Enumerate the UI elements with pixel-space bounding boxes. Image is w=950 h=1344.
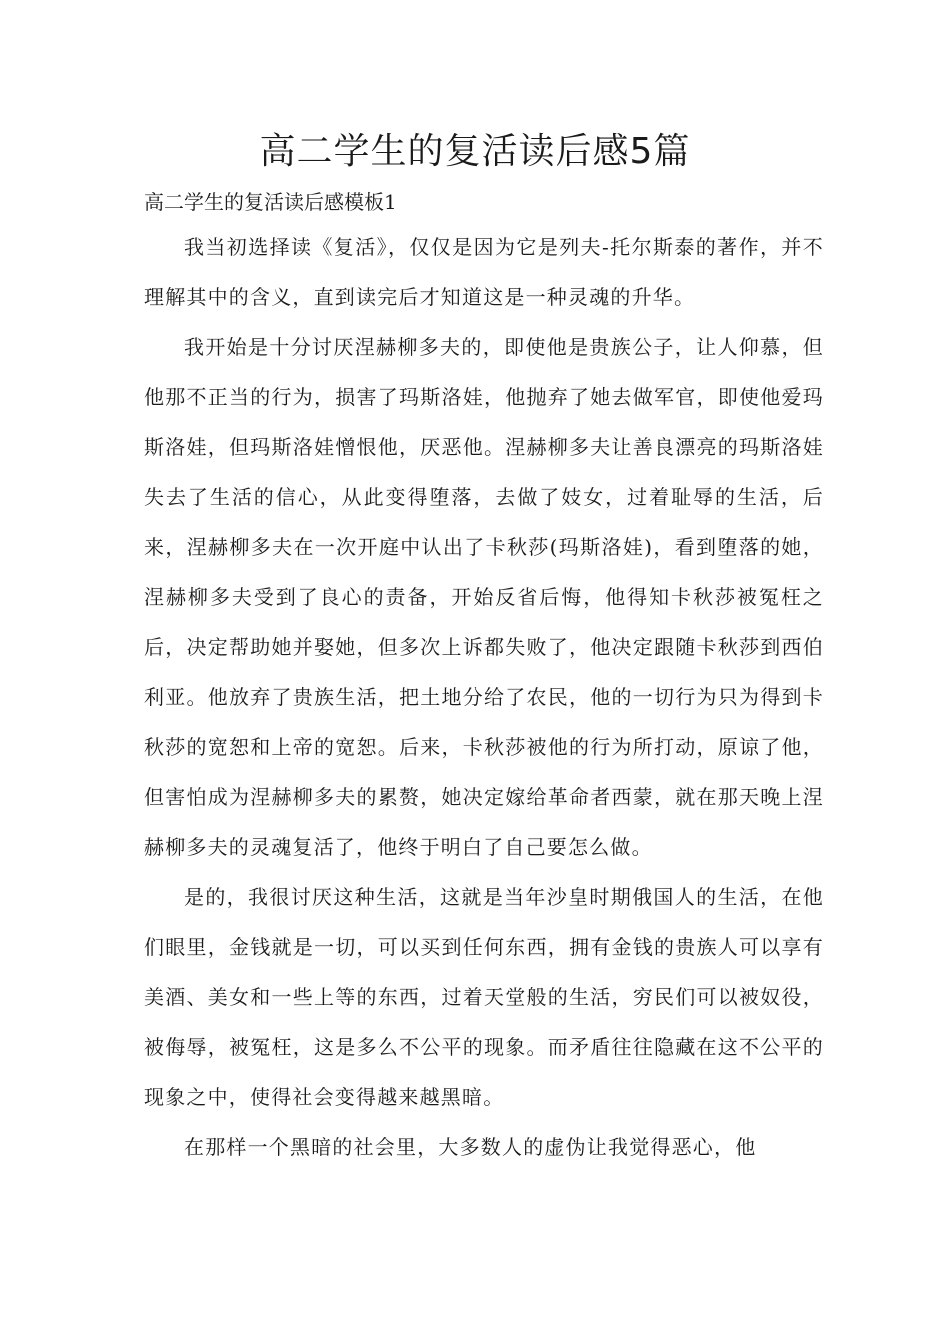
paragraph-1: 我当初选择读《复活》，仅仅是因为它是列夫-托尔斯泰的著作，并不理解其中的含义，直到读完后才知道这是一种灵魂的升华。 — [144, 235, 824, 309]
section-subtitle: 高二学生的复活读后感模板1 — [144, 190, 397, 214]
paragraph-3: 是的，我很讨厌这种生活，这就是当年沙皇时期俄国人的生活，在他们眼里，金钱就是一切，可以买到任何东西，拥有金钱的贵族人可以享有美酒、美女和一些上等的东西，过着天堂般的生活，穷民们可以被奴役，被侮辱，被冤枉，这是多么不公平的现象。而矛盾往往隐藏在这不公平的现象之中，使得社会变得越来越黑暗。 — [144, 885, 824, 1109]
document-title: 高二学生的复活读后感5篇 — [259, 131, 691, 172]
paragraph-4: 在那样一个黑暗的社会里，大多数人的虚伪让我觉得恶心，他 — [184, 1135, 757, 1159]
paragraph-2: 我开始是十分讨厌涅赫柳多夫的，即使他是贵族公子，让人仰慕，但他那不正当的行为，损害了玛斯洛娃，他抛弃了她去做军官，即使他爱玛斯洛娃，但玛斯洛娃憎恨他，厌恶他。涅赫柳多夫让善良漂亮的玛斯洛娃失去了生活的信心，从此变得堕落，去做了妓女，过着耻辱的生活，后来，涅赫柳多夫在一次开庭中认出了卡秋莎(玛斯洛娃)，看到堕落的她，涅赫柳多夫受到了良心的责备，开始反省后悔，他得知卡秋莎被冤枉之后，决定帮助她并娶她，但多次上诉都失败了，他决定跟随卡秋莎到西伯利亚。他放弃了贵族生活，把土地分给了农民，他的一切行为只为得到卡秋莎的宽恕和上帝的宽恕。后来，卡秋莎被他的行为所打动，原谅了他，但害怕成为涅赫柳多夫的累赘，她决定嫁给革命者西蒙，就在那天晚上涅赫柳多夫的灵魂复活了，他终于明白了自己要怎么做。 — [144, 335, 824, 859]
document-body — [144, 182, 824, 1172]
